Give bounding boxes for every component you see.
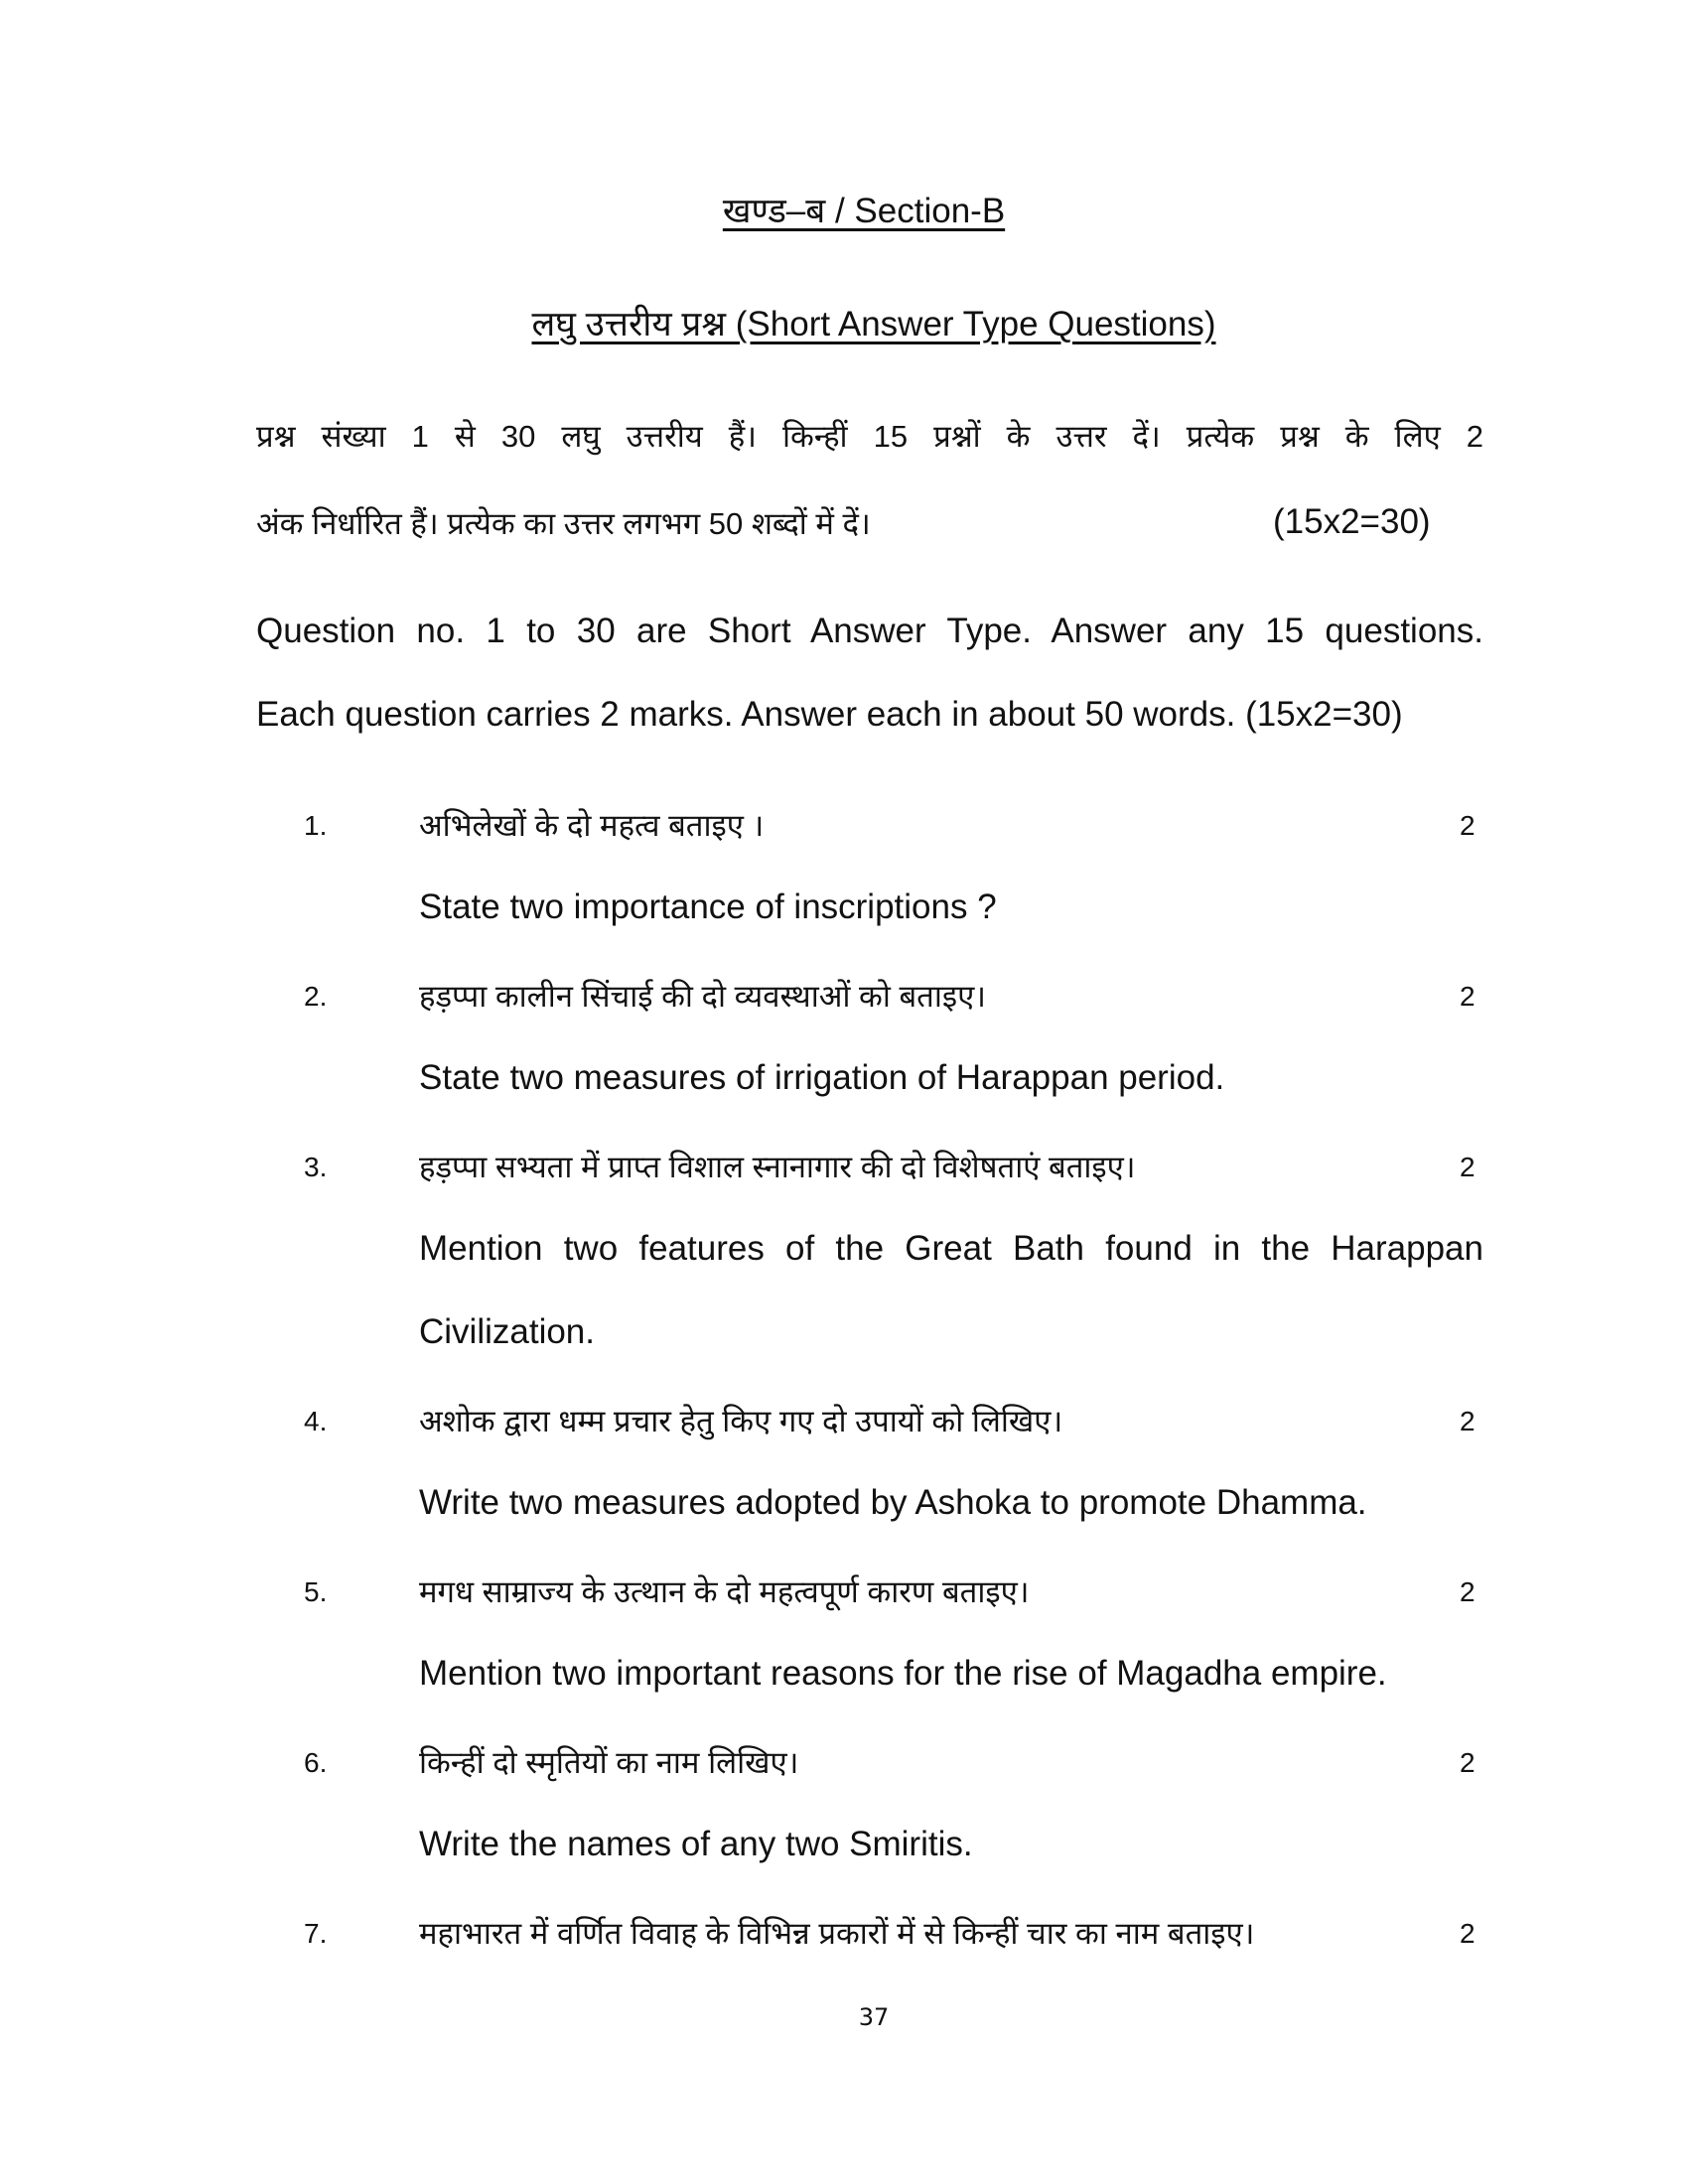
question-marks: 2 — [1460, 1406, 1476, 1436]
question-number: 5. — [304, 1576, 328, 1607]
question-english: Mention two important reasons for the rise of Magadha empire. — [419, 1654, 1387, 1693]
section-title: खण्ड–ब / Section-B — [722, 192, 1006, 230]
instructions-hindi-line-1: प्रश्न संख्या 1 से 30 लघु उत्तरीय हैं। किन्हीं 15 प्रश्नों के उत्तर दें। प्रत्येक प्रश्न के लिए 2 — [256, 419, 1483, 454]
question-hindi: हड़प्पा कालीन सिंचाई की दो व्यवस्थाओं को बताइए। — [419, 979, 986, 1014]
question-number: 7. — [304, 1918, 328, 1949]
question-hindi: मगध साम्राज्य के उत्थान के दो महत्वपूर्ण कारण बताइए। — [419, 1574, 1030, 1609]
question-english-continued: Civilization. — [419, 1312, 595, 1351]
instructions-hindi-line-2: अंक निर्धारित हैं। प्रत्येक का उत्तर लगभग 50 शब्दों में दें। — [256, 506, 871, 541]
question-marks: 2 — [1460, 1152, 1476, 1182]
question-marks: 2 — [1460, 1918, 1476, 1949]
question-hindi: हड़प्पा सभ्यता में प्राप्त विशाल स्नानागार की दो विशेषताएं बताइए। — [419, 1150, 1136, 1184]
question-number: 6. — [304, 1747, 328, 1778]
question-number: 4. — [304, 1406, 328, 1436]
question-hindi: अभिलेखों के दो महत्व बताइए । — [419, 808, 765, 843]
question-number: 3. — [304, 1152, 328, 1182]
question-english: Write two measures adopted by Ashoka to promote Dhamma. — [419, 1483, 1367, 1522]
question-marks: 2 — [1460, 810, 1476, 841]
question-english: State two importance of inscriptions ? — [419, 887, 997, 926]
instructions-english-line-2: Each question carries 2 marks. Answer each in about 50 words. (15x2=30) — [256, 695, 1403, 734]
question-number: 2. — [304, 981, 328, 1012]
section-subtitle: लघु उत्तरीय प्रश्न (Short Answer Type Questions) — [531, 305, 1216, 343]
question-hindi: महाभारत में वर्णित विवाह के विभिन्न प्रकारों में से किन्हीं चार का नाम बताइए। — [419, 1916, 1255, 1951]
question-marks: 2 — [1460, 1576, 1476, 1607]
question-number: 1. — [304, 810, 328, 841]
question-marks: 2 — [1460, 1747, 1476, 1778]
question-hindi: किन्हीं दो स्मृतियों का नाम लिखिए। — [419, 1745, 799, 1780]
question-english: State two measures of irrigation of Harappan period. — [419, 1058, 1225, 1097]
instructions-english-line-1: Question no. 1 to 30 are Short Answer Type. Answer any 15 questions. — [256, 612, 1483, 650]
question-marks: 2 — [1460, 981, 1476, 1012]
page-number: 37 — [858, 2003, 890, 2031]
question-hindi: अशोक द्वारा धम्म प्रचार हेतु किए गए दो उपायों को लिखिए। — [419, 1404, 1063, 1438]
instructions-hindi-marks: (15x2=30) — [1273, 502, 1431, 541]
question-english: Mention two features of the Great Bath found in the Harappan — [419, 1229, 1483, 1268]
question-english: Write the names of any two Smiritis. — [419, 1825, 973, 1863]
